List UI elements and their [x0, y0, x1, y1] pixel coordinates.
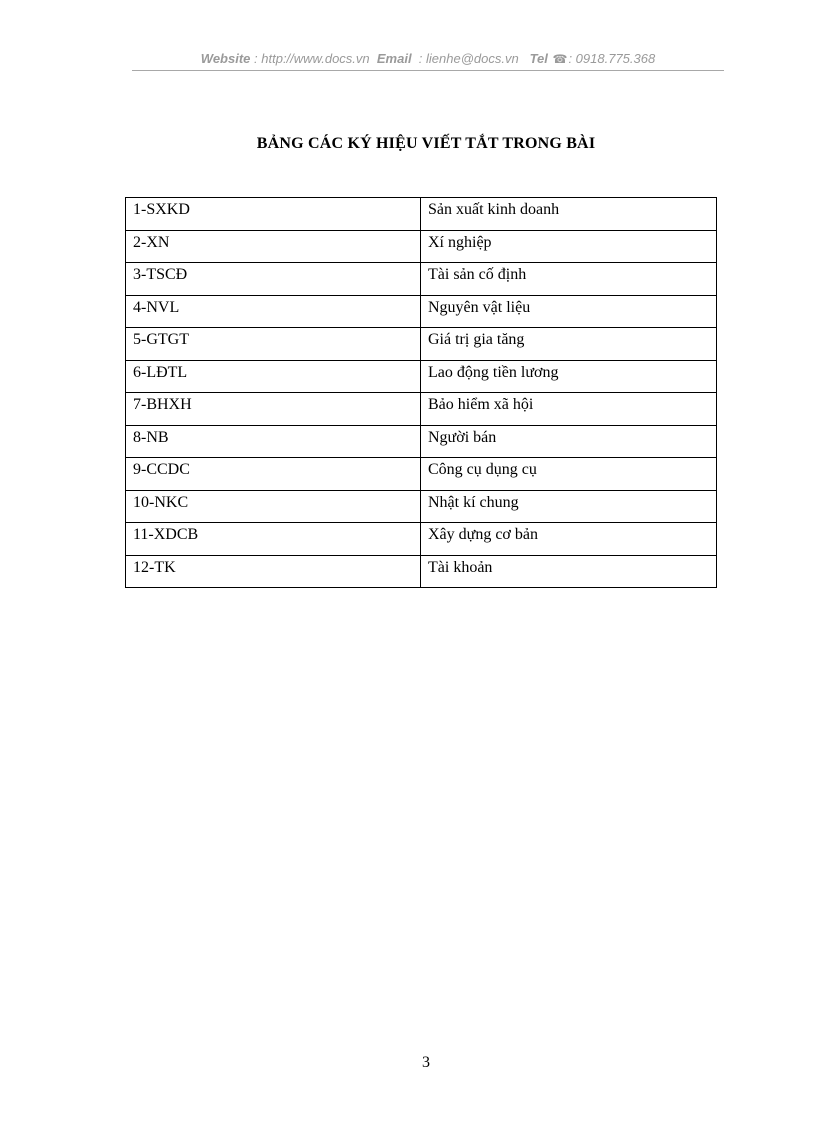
abbreviation-cell: 3-TSCĐ [126, 263, 421, 296]
meaning-cell: Sản xuất kinh doanh [421, 198, 717, 231]
table-row [126, 393, 717, 426]
abbreviation-table-body [126, 198, 717, 588]
abbreviation-cell: 11-XDCB [126, 523, 421, 556]
abbreviation-cell: 4-NVL [126, 295, 421, 328]
meaning-cell: Tài sản cố định [421, 263, 717, 296]
email-label: Email [376, 51, 412, 66]
table-row [126, 523, 717, 556]
meaning-cell: Xí nghiệp [421, 230, 717, 263]
meaning-cell: Công cụ dụng cụ [421, 458, 717, 491]
email-address: : lienhe@docs.vn [418, 51, 519, 66]
table-row [126, 230, 717, 263]
meaning-cell: Người bán [421, 425, 717, 458]
table-row [126, 425, 717, 458]
meaning-cell: Nhật kí chung [421, 490, 717, 523]
table-row [126, 263, 717, 296]
abbreviation-cell: 7-BHXH [126, 393, 421, 426]
table-row [126, 490, 717, 523]
phone-icon: ☎ [552, 52, 568, 66]
website-label: Website [200, 51, 251, 66]
abbreviation-cell: 6-LĐTL [126, 360, 421, 393]
header-divider [132, 70, 724, 71]
table-row [126, 295, 717, 328]
page-number: 3 [422, 1054, 430, 1071]
abbreviation-cell: 5-GTGT [126, 328, 421, 361]
page-title: BẢNG CÁC KÝ HIỆU VIẾT TẮT TRONG BÀI [256, 135, 596, 152]
meaning-cell: Nguyên vật liệu [421, 295, 717, 328]
abbreviation-cell: 8-NB [126, 425, 421, 458]
meaning-cell: Lao động tiền lương [421, 360, 717, 393]
page-header [132, 51, 724, 66]
meaning-cell: Tài khoản [421, 555, 717, 588]
abbreviation-table [125, 197, 717, 588]
table-row [126, 328, 717, 361]
abbreviation-cell: 9-CCDC [126, 458, 421, 491]
abbreviation-cell: 12-TK [126, 555, 421, 588]
table-row [126, 458, 717, 491]
table-row [126, 555, 717, 588]
meaning-cell: Giá trị gia tăng [421, 328, 717, 361]
table-row [126, 360, 717, 393]
tel-number: : 0918.775.368 [568, 51, 656, 66]
abbreviation-cell: 10-NKC [126, 490, 421, 523]
abbreviation-cell: 1-SXKD [126, 198, 421, 231]
meaning-cell: Xây dựng cơ bản [421, 523, 717, 556]
abbreviation-cell: 2-XN [126, 230, 421, 263]
tel-label: Tel [529, 51, 548, 66]
meaning-cell: Bảo hiểm xã hội [421, 393, 717, 426]
website-url: : http://www.docs.vn [254, 51, 370, 66]
table-row [126, 198, 717, 231]
